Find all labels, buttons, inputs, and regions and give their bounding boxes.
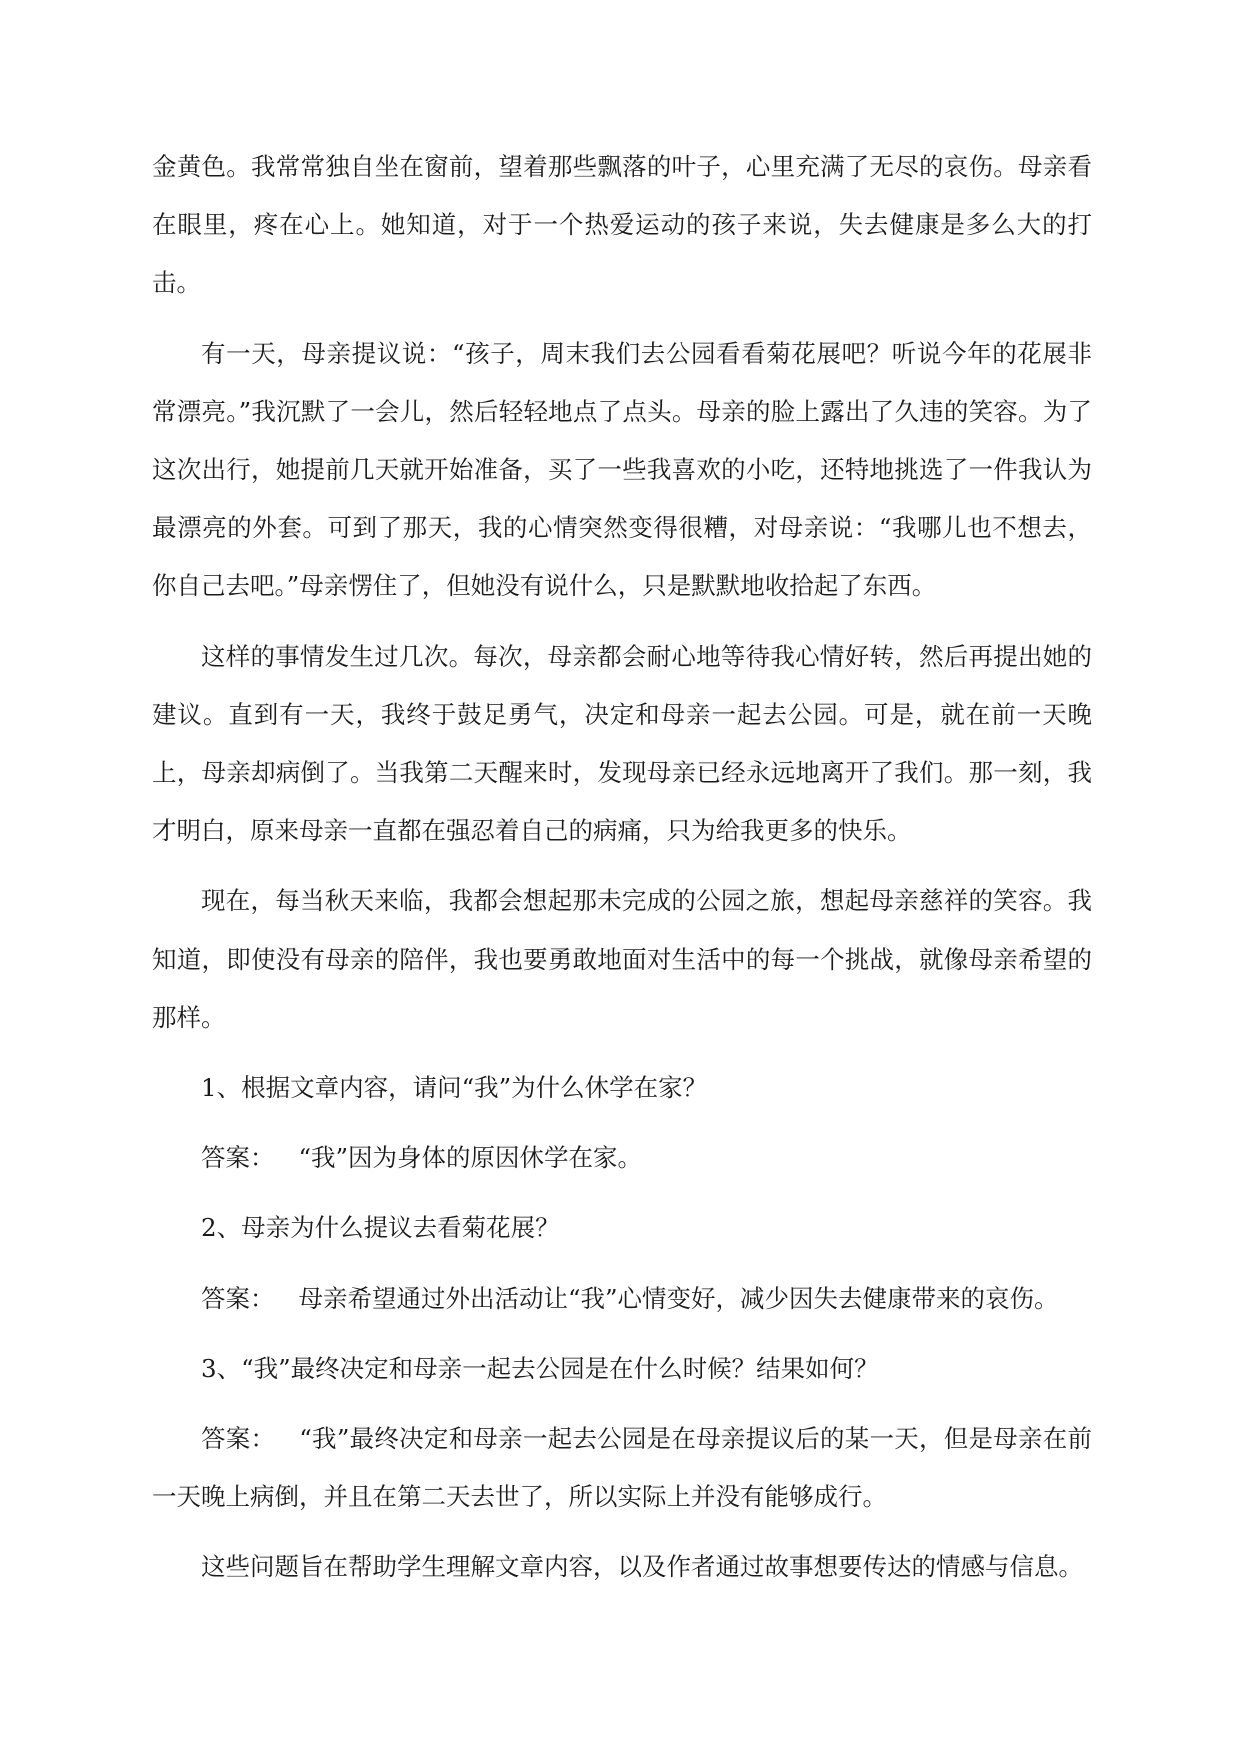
question-3: 3、“我”最终决定和母亲一起去公园是在什么时候？结果如何？: [201, 1353, 879, 1383]
answer-3: [152, 1410, 1092, 1526]
answer-text: 母亲希望通过外出活动让“我”心情变好，减少因失去健康带来的哀伤。: [298, 1283, 1059, 1313]
paragraph-3: 这样的事情发生过几次。每次，母亲都会耐心地等待我心情好转，然后再提出她的建议。直到有一天，我终于鼓足勇气，决定和母亲一起去公园。可是，就在前一天晚上，母亲却病倒了。当我第二天醒来时，发现母亲已经永远地离开了我们。那一刻，我才明白，原来母亲一直都在强忍着自己的病痛，只为给我更多的快乐。: [152, 641, 1092, 846]
answer-text: “我”最终决定和母亲一起去公园是在母亲提议后的某一天，但是母亲在前一天晚上病倒，并且在第二天去世了，所以实际上并没有能够成行。: [152, 1424, 1092, 1512]
document-page: [152, 138, 1092, 1609]
closing-paragraph: 这些问题旨在帮助学生理解文章内容，以及作者通过故事想要传达的情感与信息。: [201, 1552, 1083, 1582]
answer-label: 答案：: [201, 1283, 275, 1313]
paragraph-2: 有一天，母亲提议说：“孩子，周末我们去公园看看菊花展吧？听说今年的花展非常漂亮。”我沉默了一会儿，然后轻轻地点了点头。母亲的脸上露出了久违的笑容。为了这次出行，她提前几天就开始准备，买了一些我喜欢的小吃，还特地挑选了一件我认为最漂亮的外套。可到了那天，我的心情突然变得很糟，对母亲说：“我哪儿也不想去，你自己去吧。”母亲愣住了，但她没有说什么，只是默默地收拾起了东西。: [152, 338, 1092, 601]
question-2: 2、母亲为什么提议去看菊花展？: [201, 1213, 560, 1243]
paragraph-4: 现在，每当秋天来临，我都会想起那未完成的公园之旅，想起母亲慈祥的笑容。我知道，即使没有母亲的陪伴，我也要勇敢地面对生活中的每一个挑战，就像母亲希望的那样。: [152, 886, 1092, 1032]
answer-label: 答案：: [201, 1143, 275, 1173]
paragraph-1: 金黄色。我常常独自坐在窗前，望着那些飘落的叶子，心里充满了无尽的哀伤。母亲看在眼里，疼在心上。她知道，对于一个热爱运动的孩子来说，失去健康是多么大的打击。: [152, 152, 1092, 298]
answer-1: [152, 1129, 1092, 1187]
answer-text: “我”因为身体的原因休学在家。: [298, 1143, 643, 1173]
question-1: 1、根据文章内容，请问“我”为什么休学在家？: [201, 1073, 708, 1103]
answer-2: [152, 1270, 1092, 1328]
answer-label: 答案：: [201, 1424, 276, 1454]
